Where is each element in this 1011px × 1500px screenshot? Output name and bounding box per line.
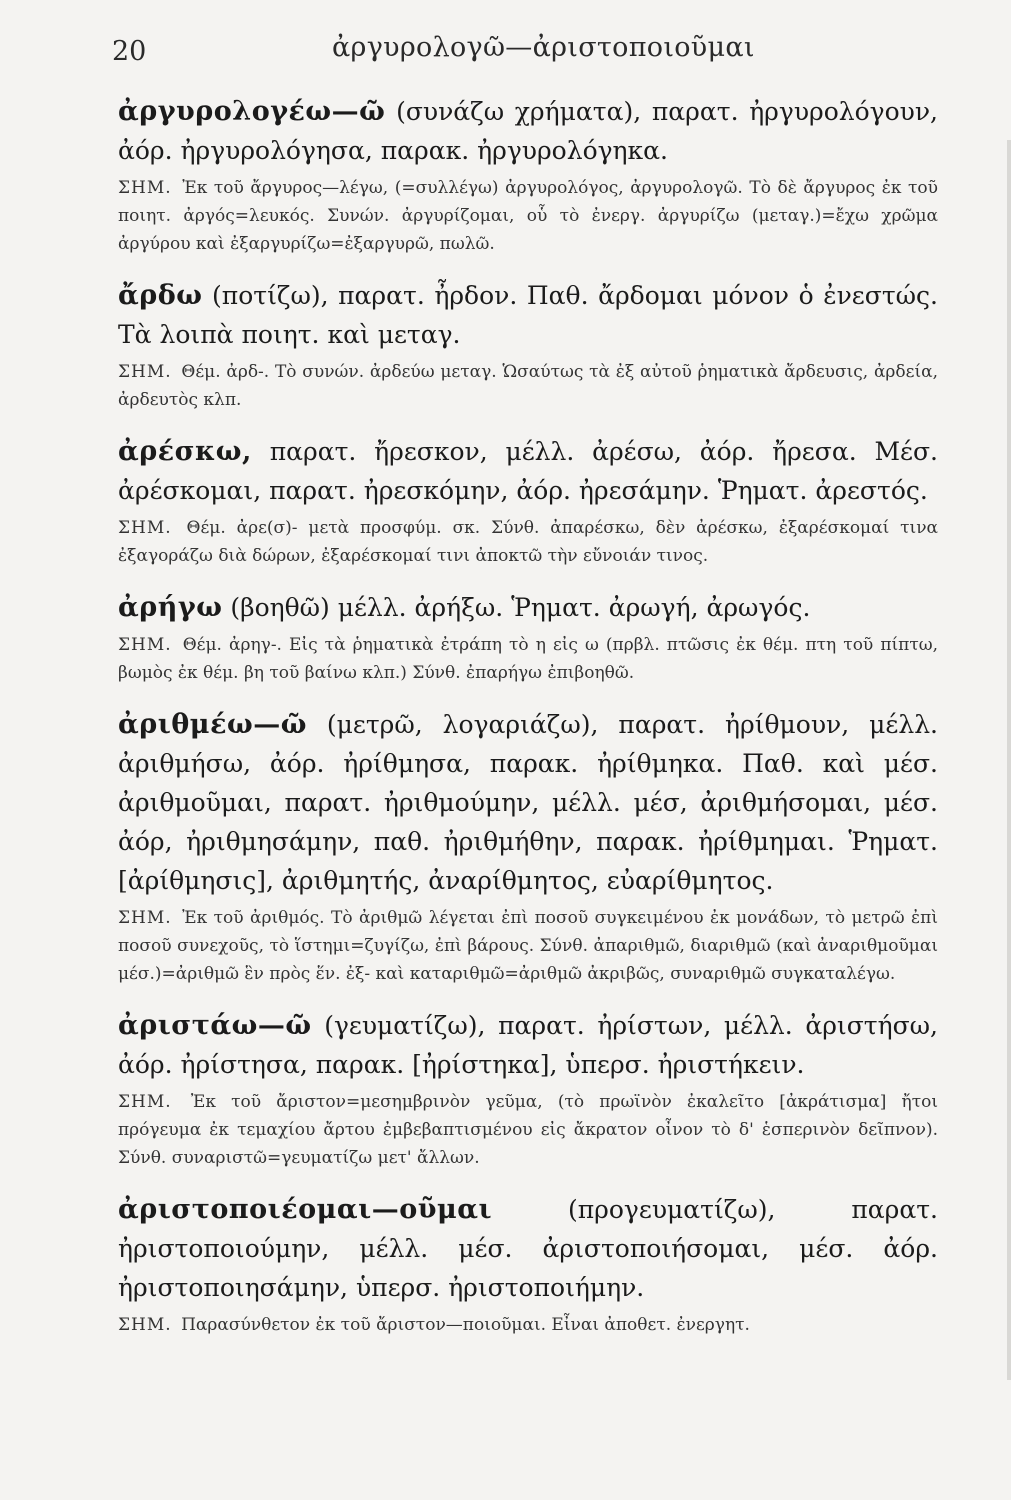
headword: ἀριστοποιέομαι—οῦμαι	[118, 1194, 493, 1225]
headword: ἀριθμέω—ῶ	[118, 709, 307, 740]
entry-main	[118, 705, 938, 900]
entry-main	[118, 1006, 938, 1084]
entry-main	[118, 432, 938, 510]
page-edge	[1007, 140, 1011, 1380]
entry-text: (συνάζω χρήματα), παρατ. ἠργυρολόγουν, ἀόρ. ἠργυρολόγησα, παρακ. ἠργυρολόγηκα.	[118, 97, 938, 165]
entry-text: (γευματίζω), παρατ. ἠρίστων, μέλλ. ἀριστήσω, ἀόρ. ἠρίστησα, παρακ. [ἠρίστηκα], ὑπερσ. ἠριστήκειν.	[118, 1011, 938, 1079]
note-label: ΣΗΜ.	[118, 908, 172, 928]
entry-ardo	[118, 276, 938, 414]
entry-note	[118, 1311, 938, 1339]
entry-note	[118, 631, 938, 687]
entry-note	[118, 904, 938, 988]
headword: ἀρήγω	[118, 592, 223, 623]
entry-text: (ποτίζω), παρατ. ἦρδον. Παθ. ἄρδομαι μόνον ὁ ἐνεστώς. Τὰ λοιπὰ ποιητ. καὶ μεταγ.	[118, 281, 938, 349]
note-text: Θέμ. ἀρηγ-. Εἰς τὰ ῥηματικὰ ἐτράπη τὸ η εἰς ω (πρβλ. πτῶσις ἐκ θέμ. πτη τοῦ πίπτω, βωμὸς ἐκ θέμ. βη τοῦ βαίνω κλπ.) Σύνθ. ἐπαρήγω ἐπιβοηθῶ.	[118, 635, 939, 683]
entry-main	[118, 92, 938, 170]
entry-text: (βοηθῶ) μέλλ. ἀρήξω. Ῥηματ. ἀρωγή, ἀρωγός.	[230, 593, 811, 622]
note-label: ΣΗΜ.	[118, 1092, 172, 1112]
entry-note	[118, 514, 938, 570]
entry-main	[118, 588, 938, 627]
entry-arithmeo	[118, 705, 938, 988]
page-body	[118, 92, 938, 1357]
entry-aresko	[118, 432, 938, 570]
entry-note	[118, 174, 938, 258]
note-label: ΣΗΜ.	[118, 1315, 172, 1335]
note-text: Ἐκ τοῦ ἄργυρος—λέγω, (=συλλέγω) ἀργυρολόγος, ἀργυρολογῶ. Τὸ δὲ ἄργυρος ἐκ τοῦ ποιητ. ἀργός=λευκός. Συνών. ἀργυρίζομαι, οὗ τὸ ἐνεργ. ἀργυρίζω (μεταγ.)=ἔχω χρῶμα ἀργύρου καὶ ἐξαργυρίζω=ἐξαργυρῶ, πωλῶ.	[118, 178, 938, 254]
note-text: Ἐκ τοῦ ἄριστον=μεσημβρινὸν γεῦμα, (τὸ πρωϊνὸν ἐκαλεῖτο [ἀκράτισμα] ἤτοι πρόγευμα ἐκ τεμαχίου ἄρτου ἐμβεβαπτισμένου εἰς ἄκρατον οἶνον τὸ δ' ἑσπερινὸν δεῖπνον). Σύνθ. συναριστῶ=γευματίζω μετ' ἄλλων.	[118, 1092, 939, 1168]
note-label: ΣΗΜ.	[118, 362, 172, 382]
page-number: 20	[112, 36, 147, 67]
headword: ἀργυρολογέω—ῶ	[118, 96, 386, 127]
headword: ἄρδω	[118, 280, 203, 311]
running-head: ἀργυρολογῶ—ἀριστοποιοῦμαι	[332, 32, 755, 63]
entry-arego	[118, 588, 938, 687]
note-label: ΣΗΜ.	[118, 635, 172, 655]
entry-argyrologeo	[118, 92, 938, 258]
entry-text: (μετρῶ, λογαριάζω), παρατ. ἠρίθμουν, μέλλ. ἀριθμήσω, ἀόρ. ἠρίθμησα, παρακ. ἠρίθμηκα. Παθ. καὶ μέσ. ἀριθμοῦμαι, παρατ. ἠριθμούμην, μέλλ. μέσ, ἀριθμήσομαι, μέσ. ἀόρ, ἠριθμησάμην, παθ. ἠριθμήθην, παρακ. ἠρίθμημαι. Ῥηματ. [ἀρίθμησις], ἀριθμητής, ἀναρίθμητος, εὐαρίθμητος.	[118, 710, 939, 895]
note-text: Παρασύνθετον ἐκ τοῦ ἄριστον—ποιοῦμαι. Εἶναι ἀποθετ. ἐνεργητ.	[181, 1315, 750, 1335]
entry-main	[118, 276, 938, 354]
entry-text: παρατ. ἤρεσκον, μέλλ. ἀρέσω, ἀόρ. ἤρεσα. Μέσ. ἀρέσκομαι, παρατ. ἠρεσκόμην, ἀόρ. ἠρεσάμην. Ῥηματ. ἀρεστός.	[118, 437, 939, 505]
note-text: Θέμ. ἀρδ-. Τὸ συνών. ἀρδεύω μεταγ. Ὡσαύτως τὰ ἐξ αὐτοῦ ῥηματικὰ ἄρδευσις, ἀρδεία, ἀρδευτὸς κλπ.	[118, 362, 939, 410]
entry-main	[118, 1190, 938, 1307]
headword: ἀριστάω—ῶ	[118, 1010, 312, 1041]
entry-note	[118, 358, 938, 414]
note-label: ΣΗΜ.	[118, 518, 172, 538]
headword: ἀρέσκω,	[118, 436, 252, 467]
note-text: Ἐκ τοῦ ἀριθμός. Τὸ ἀριθμῶ λέγεται ἐπὶ ποσοῦ συγκειμένου ἐκ μονάδων, τὸ μετρῶ ἐπὶ ποσοῦ συνεχοῦς, τὸ ἵστημι=ζυγίζω, ἐπὶ βάρους. Σύνθ. ἀπαριθμῶ, διαριθμῶ (καὶ ἀναριθμοῦμαι μέσ.)=ἀριθμῶ ἓν πρὸς ἕν. ἐξ- καὶ καταριθμῶ=ἀριθμῶ ἀκριβῶς, συναριθμῶ συγκαταλέγω.	[118, 908, 938, 984]
entry-note	[118, 1088, 938, 1172]
note-text: Θέμ. ἀρε(σ)- μετὰ προσφύμ. σκ. Σύνθ. ἀπαρέσκω, δὲν ἀρέσκω, ἐξαρέσκομαί τινα ἐξαγοράζω διὰ δώρων, ἐξαρέσκομαί τινι ἀποκτῶ τὴν εὔνοιάν τινος.	[118, 518, 939, 566]
note-label: ΣΗΜ.	[118, 178, 172, 198]
entry-aristao	[118, 1006, 938, 1172]
entry-aristopoieomai	[118, 1190, 938, 1339]
entry-text: (προγευματίζω), παρατ. ἠριστοποιούμην, μέλλ. μέσ. ἀριστοποιήσομαι, μέσ. ἀόρ. ἠριστοποιησάμην, ὑπερσ. ἠριστοποιήμην.	[118, 1195, 938, 1302]
